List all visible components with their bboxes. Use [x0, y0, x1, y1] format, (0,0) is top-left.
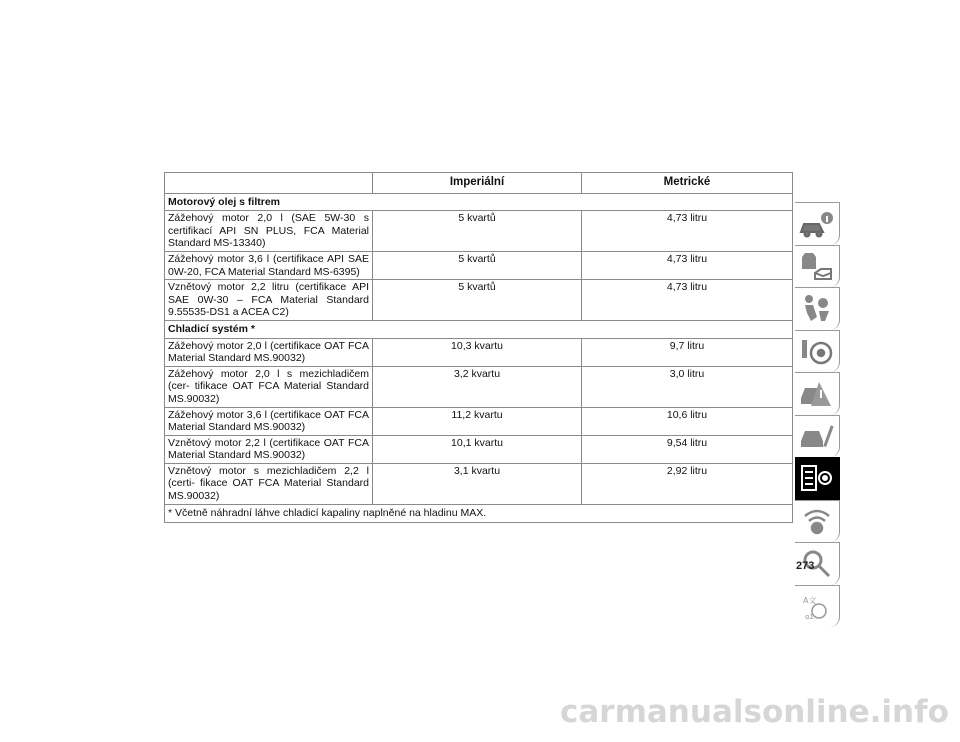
watermark: carmanualsonline.info [560, 694, 949, 730]
svg-text:A文: A文 [803, 595, 817, 605]
row-description: Zážehový motor 2,0 l (SAE 5W-30 s certifikací API SN PLUS, FCA Material Standard MS-13340) [165, 211, 373, 252]
specifications-table [164, 172, 793, 523]
tab-specifications[interactable] [795, 457, 840, 500]
section-header-oil: Motorový olej s filtrem [165, 193, 793, 211]
tab-steering-wheel[interactable] [795, 330, 840, 373]
row-metric: 3,0 litru [582, 366, 793, 407]
tab-multimedia[interactable] [795, 500, 840, 543]
table-row [165, 407, 793, 435]
row-imperial: 10,3 kvartu [373, 338, 582, 366]
header-blank [165, 173, 373, 194]
row-description: Vznětový motor 2,2 litru (certifikace API SAE 0W-30 – FCA Material Standard 9.55535-DS1 a ACEA C2) [165, 280, 373, 321]
row-imperial: 5 kvartů [373, 252, 582, 280]
row-description: Zážehový motor 3,6 l (certifikace OAT FCA Material Standard MS.90032) [165, 407, 373, 435]
row-imperial: 11,2 kvartu [373, 407, 582, 435]
row-description: Vznětový motor s mezichladičem 2,2 l (certi- fikace OAT FCA Material Standard MS.90032) [165, 463, 373, 504]
table-footnote: * Včetně náhradní láhve chladicí kapaliny naplněné na hladinu MAX. [165, 504, 793, 523]
page-number: 273 [796, 560, 815, 572]
row-imperial: 3,2 kvartu [373, 366, 582, 407]
tab-car-info[interactable] [795, 202, 840, 245]
row-imperial: 3,1 kvartu [373, 463, 582, 504]
section-header-coolant: Chladicí systém * [165, 321, 793, 339]
row-metric: 9,54 litru [582, 435, 793, 463]
svg-text:αΣ: αΣ [805, 612, 815, 621]
tab-car-warning[interactable] [795, 245, 840, 288]
row-imperial: 10,1 kvartu [373, 435, 582, 463]
car-service-icon [799, 421, 835, 453]
tab-seat-airbag[interactable] [795, 287, 840, 330]
row-metric: 10,6 litru [582, 407, 793, 435]
row-imperial: 5 kvartů [373, 211, 582, 252]
row-metric: 9,7 litru [582, 338, 793, 366]
header-imperial: Imperiální [373, 173, 582, 194]
car-emergency-icon [799, 378, 835, 410]
multimedia-icon [799, 506, 835, 538]
row-metric: 4,73 litru [582, 252, 793, 280]
table-row [165, 211, 793, 252]
table-row [165, 366, 793, 407]
table-footnote-row [165, 504, 793, 523]
row-description: Zážehový motor 2,0 l (certifikace OAT FCA Material Standard MS.90032) [165, 338, 373, 366]
row-description: Zážehový motor 2,0 l s mezichladičem (cer- tifikace OAT FCA Material Standard MS.90032) [165, 366, 373, 407]
car-info-icon [799, 208, 835, 240]
table-row [165, 435, 793, 463]
seat-airbag-icon [799, 293, 835, 325]
tab-car-emergency[interactable] [795, 372, 840, 415]
specs-gear-icon [799, 463, 835, 495]
row-description: Zážehový motor 3,6 l (certifikace API SAE 0W-20, FCA Material Standard MS-6395) [165, 252, 373, 280]
steering-wheel-icon [799, 336, 835, 368]
table-row [165, 280, 793, 321]
table-row [165, 252, 793, 280]
table-row [165, 338, 793, 366]
tab-language[interactable] [795, 585, 840, 628]
row-metric: 4,73 litru [582, 280, 793, 321]
row-metric: 2,92 litru [582, 463, 793, 504]
header-metric: Metrické [582, 173, 793, 194]
row-description: Vznětový motor 2,2 l (certifikace OAT FCA Material Standard MS.90032) [165, 435, 373, 463]
table-row [165, 463, 793, 504]
language-icon [799, 591, 835, 623]
row-metric: 4,73 litru [582, 211, 793, 252]
tab-car-service[interactable] [795, 415, 840, 458]
car-warning-icon [799, 251, 835, 283]
table-header-row [165, 173, 793, 194]
row-imperial: 5 kvartů [373, 280, 582, 321]
